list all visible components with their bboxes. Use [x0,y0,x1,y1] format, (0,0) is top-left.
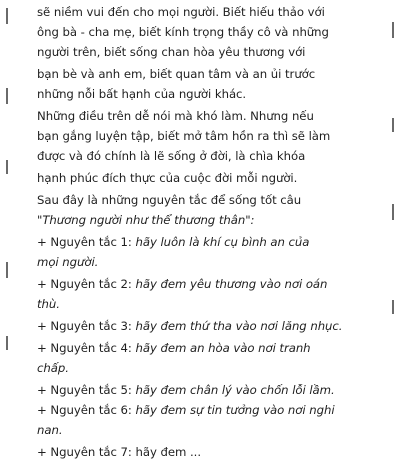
text-span: hạnh phúc đích thực của cuộc đời mỗi người. [37,171,298,185]
text-line [37,66,315,84]
italic-text: mọi người. [37,255,99,269]
right-margin-mark [392,204,394,220]
text-span: ông bà - cha mẹ, biết kính trọng thầy cô và những [37,25,329,39]
italic-text: hãy đem sự tin tưởng vào nơi nghi [135,403,335,417]
text-span: + Nguyên tắc 1: [37,235,136,249]
text-span: bạn gắng luyện tập, biết mở tâm hồn ra thì sẽ làm [37,129,331,143]
text-span: bạn bè và anh em, biết quan tâm và an ủi trước [37,67,316,81]
text-span: những nỗi bất hạnh của người khác. [37,87,247,101]
text-line [37,382,335,400]
italic-text: "Thương người như thể thương thân": [37,213,255,227]
left-margin-mark [6,262,8,278]
text-line [37,108,314,126]
text-line [37,148,305,166]
left-margin-mark [6,160,8,174]
text-line [37,234,309,252]
italic-text: hãy đem chân lý vào chốn lỗi lầm. [135,383,335,397]
right-margin-mark [392,300,394,314]
text-line [37,276,327,294]
text-line [37,254,98,272]
text-span: Sau đây là những nguyên tắc để sống tốt câu [37,193,302,207]
text-line [37,4,325,22]
italic-text: chấp. [37,361,69,375]
right-margin-mark [392,118,394,132]
text-line [37,402,335,420]
text-span: + Nguyên tắc 5: [37,383,136,397]
text-span: sẽ niềm vui đến cho mọi người. Biết hiếu thảo với [37,5,325,19]
left-margin-mark [6,336,8,350]
text-span: được và đó chính là lẽ sống ở đời, là chìa khóa [37,149,306,163]
text-line [37,340,311,358]
text-line [37,212,254,230]
italic-text: hãy đem yêu thương vào nơi oán [135,277,328,291]
italic-text: nan. [37,423,63,437]
text-line [37,444,201,462]
text-line [37,318,342,336]
text-line [37,296,60,314]
text-span: người trên, biết sống chan hòa yêu thương với [37,45,306,59]
text-line [37,192,301,210]
text-span: + Nguyên tắc 3: [37,319,136,333]
text-span: + Nguyên tắc 2: [37,277,136,291]
text-span: + Nguyên tắc 4: [37,341,136,355]
left-margin-mark [6,88,8,104]
text-span: + Nguyên tắc 7: hãy đem ... [37,445,201,459]
italic-text: hãy đem an hòa vào nơi tranh [135,341,311,355]
text-span: + Nguyên tắc 6: [37,403,136,417]
text-line [37,86,246,104]
text-line [37,44,305,62]
text-line [37,24,329,42]
text-line [37,422,63,440]
italic-text: hãy đem thứ tha vào nơi lăng nhục. [135,319,343,333]
text-line [37,360,69,378]
body-text [37,0,370,459]
right-margin-mark [392,22,394,38]
italic-text: hãy luôn là khí cụ bình an của [135,235,310,249]
text-line [37,128,330,146]
text-line [37,170,297,188]
italic-text: thù. [37,297,60,311]
left-margin-mark [6,8,8,24]
text-span: Những điều trên dễ nói mà khó làm. Nhưng nếu [37,109,314,123]
